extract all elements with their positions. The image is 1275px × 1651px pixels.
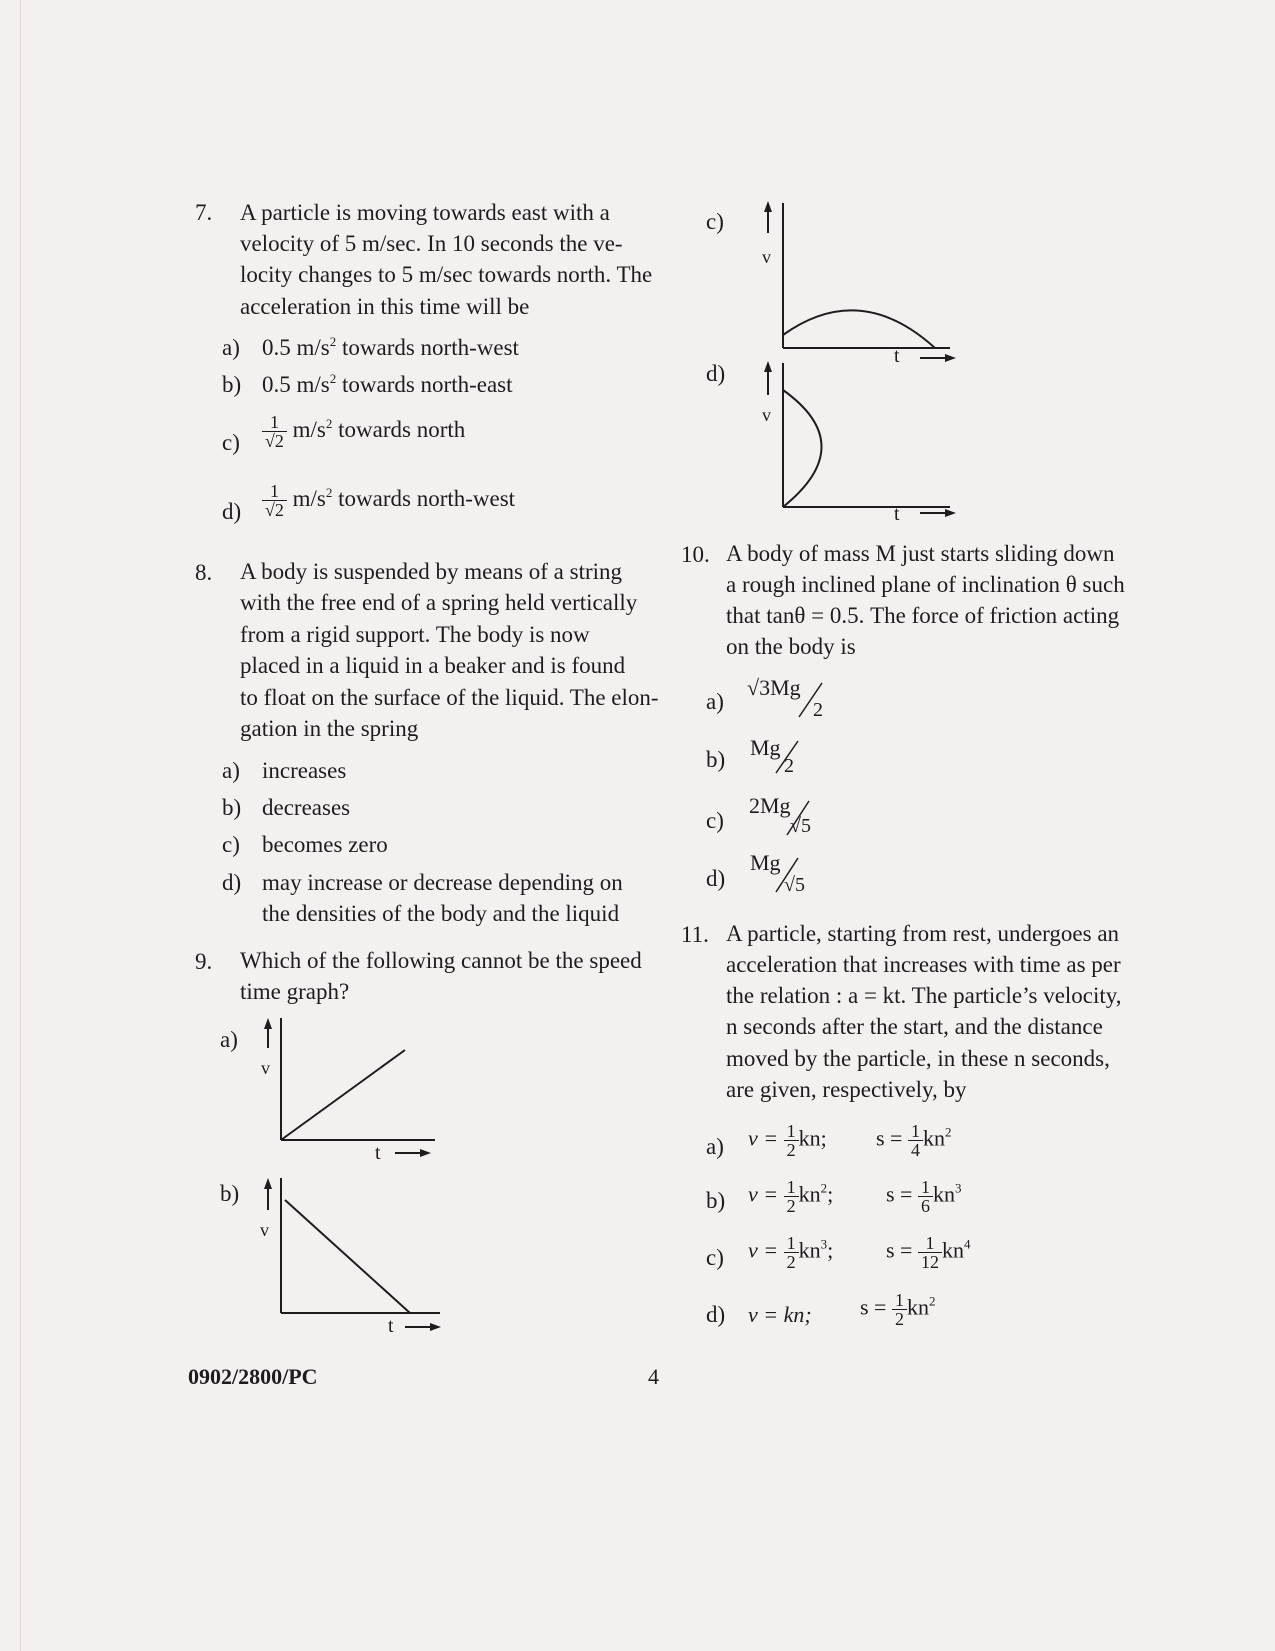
option-label: d) (706, 361, 726, 386)
option-label: b) (222, 372, 242, 397)
option-text: 0.5 $m/s^2$ towards north-west (262, 334, 519, 360)
option-label: c) (222, 430, 240, 455)
question-text-line: time graph? (240, 979, 350, 1004)
question-text-line: Which of the following cannot be the speed (240, 948, 642, 973)
distance-expression: s = $\frac{1}{6}$ $kn^3$ (886, 1177, 962, 1216)
option-label: d) (706, 866, 726, 891)
x-axis-label: t (894, 503, 900, 525)
option-label: d) (706, 1302, 726, 1327)
option-label: c) (706, 808, 724, 833)
question-text-line: n seconds after the start, and the distance (726, 1014, 1103, 1039)
question-text-line: gation in the spring (240, 716, 419, 741)
option-text: 0.5 $m/s^2$ towards north-east (262, 371, 513, 397)
question-number: 11. (681, 922, 709, 947)
option-text: increases (262, 758, 347, 783)
fraction: $\frac{1}{√2}$ (262, 413, 287, 450)
slash-fraction: Mg √5 (750, 850, 805, 896)
question-text-line: that tanθ = 0.5. The force of friction acting (726, 603, 1120, 628)
option-label: d) (222, 870, 242, 895)
slash-fraction: √3Mg 2 (747, 675, 823, 721)
question-number: 7. (195, 200, 213, 225)
question-text-line: velocity of 5 m/sec. In 10 seconds the ve- (240, 231, 623, 256)
speed-time-graph-a (255, 1010, 455, 1170)
question-text-line: from a rigid support. The body is now (240, 622, 590, 647)
document-code: 0902/2800/PC (188, 1364, 318, 1389)
question-number: 9. (195, 949, 213, 974)
option-label: d) (222, 499, 242, 524)
speed-time-graph-d (750, 355, 965, 535)
option-text: the densities of the body and the liquid (262, 901, 620, 926)
slash-fraction: Mg 2 (750, 735, 820, 785)
option-label: c) (222, 832, 240, 857)
option-label: b) (220, 1181, 240, 1206)
velocity-expression: v = kn; (748, 1302, 812, 1327)
x-axis-label: t (375, 1142, 381, 1164)
page-number: 4 (648, 1364, 659, 1389)
distance-expression: s = $\frac{1}{4}$ $kn^2$ (876, 1121, 952, 1160)
option-label: c) (706, 1245, 724, 1270)
y-axis-label: v (261, 1058, 270, 1078)
question-text-line: locity changes to 5 m/sec towards north. The (240, 262, 653, 287)
graph-svg (750, 195, 965, 375)
option-label: b) (222, 795, 242, 820)
y-axis-label: v (762, 247, 771, 267)
page-edge (20, 0, 21, 1651)
question-number: 10. (681, 542, 710, 567)
distance-expression: s = $\frac{1}{12}$ $kn^4$ (886, 1233, 971, 1272)
graph-svg (255, 1170, 455, 1345)
graph-svg (750, 355, 965, 535)
slash-fraction: 2Mg √5 (749, 793, 811, 837)
question-text-line: with the free end of a spring held vertically (240, 590, 638, 615)
option-text: $\frac{1}{√2}$ $m/s^2$ towards north (262, 413, 465, 450)
velocity-expression: v = $\frac{1}{2}$ $kn^3$; (748, 1233, 834, 1272)
question-text-line: the relation : a = kt. The particle’s velocity, (726, 983, 1122, 1008)
question-text-line: are given, respectively, by (726, 1077, 967, 1102)
fraction: $\frac{1}{√2}$ (262, 482, 287, 519)
question-text-line: placed in a liquid in a beaker and is found (240, 653, 626, 678)
option-label: a) (706, 1134, 724, 1159)
x-axis-label: t (894, 345, 900, 367)
question-text-line: acceleration in this time will be (240, 294, 530, 319)
question-text-line: A body of mass M just starts sliding down (726, 541, 1115, 566)
question-number: 8. (195, 560, 213, 585)
option-text: becomes zero (262, 832, 388, 857)
question-text-line: acceleration that increases with time as per (726, 952, 1121, 977)
x-axis-label: t (388, 1315, 394, 1337)
y-axis-label: v (762, 405, 771, 425)
option-label: a) (706, 689, 724, 714)
velocity-expression: v = $\frac{1}{2}$ $kn^2$; (748, 1177, 834, 1216)
distance-expression: s = $\frac{1}{2}$ $kn^2$ (860, 1290, 936, 1329)
speed-time-graph-c (750, 195, 965, 375)
question-text-line: moved by the particle, in these n seconds, (726, 1046, 1110, 1071)
question-text-line: A particle is moving towards east with a (240, 200, 610, 225)
option-label: c) (706, 209, 724, 234)
option-text: decreases (262, 795, 351, 820)
y-axis-label: v (260, 1220, 269, 1240)
question-text-line: on the body is (726, 634, 856, 659)
option-text: $\frac{1}{√2}$ $m/s^2$ towards north-west (262, 482, 515, 519)
option-label: b) (706, 1188, 726, 1213)
question-text-line: to float on the surface of the liquid. The elon- (240, 685, 659, 710)
option-label: a) (220, 1027, 238, 1052)
question-text-line: A particle, starting from rest, undergoes an (726, 921, 1120, 946)
question-text-line: a rough inclined plane of inclination θ such (726, 572, 1125, 597)
graph-svg (255, 1010, 455, 1170)
speed-time-graph-b (255, 1170, 455, 1345)
option-label: a) (222, 758, 240, 783)
velocity-expression: v = $\frac{1}{2}$ kn; (748, 1121, 827, 1160)
option-label: a) (222, 335, 240, 360)
option-text: may increase or decrease depending on (262, 870, 623, 895)
question-text-line: A body is suspended by means of a string (240, 559, 623, 584)
option-label: b) (706, 747, 726, 772)
